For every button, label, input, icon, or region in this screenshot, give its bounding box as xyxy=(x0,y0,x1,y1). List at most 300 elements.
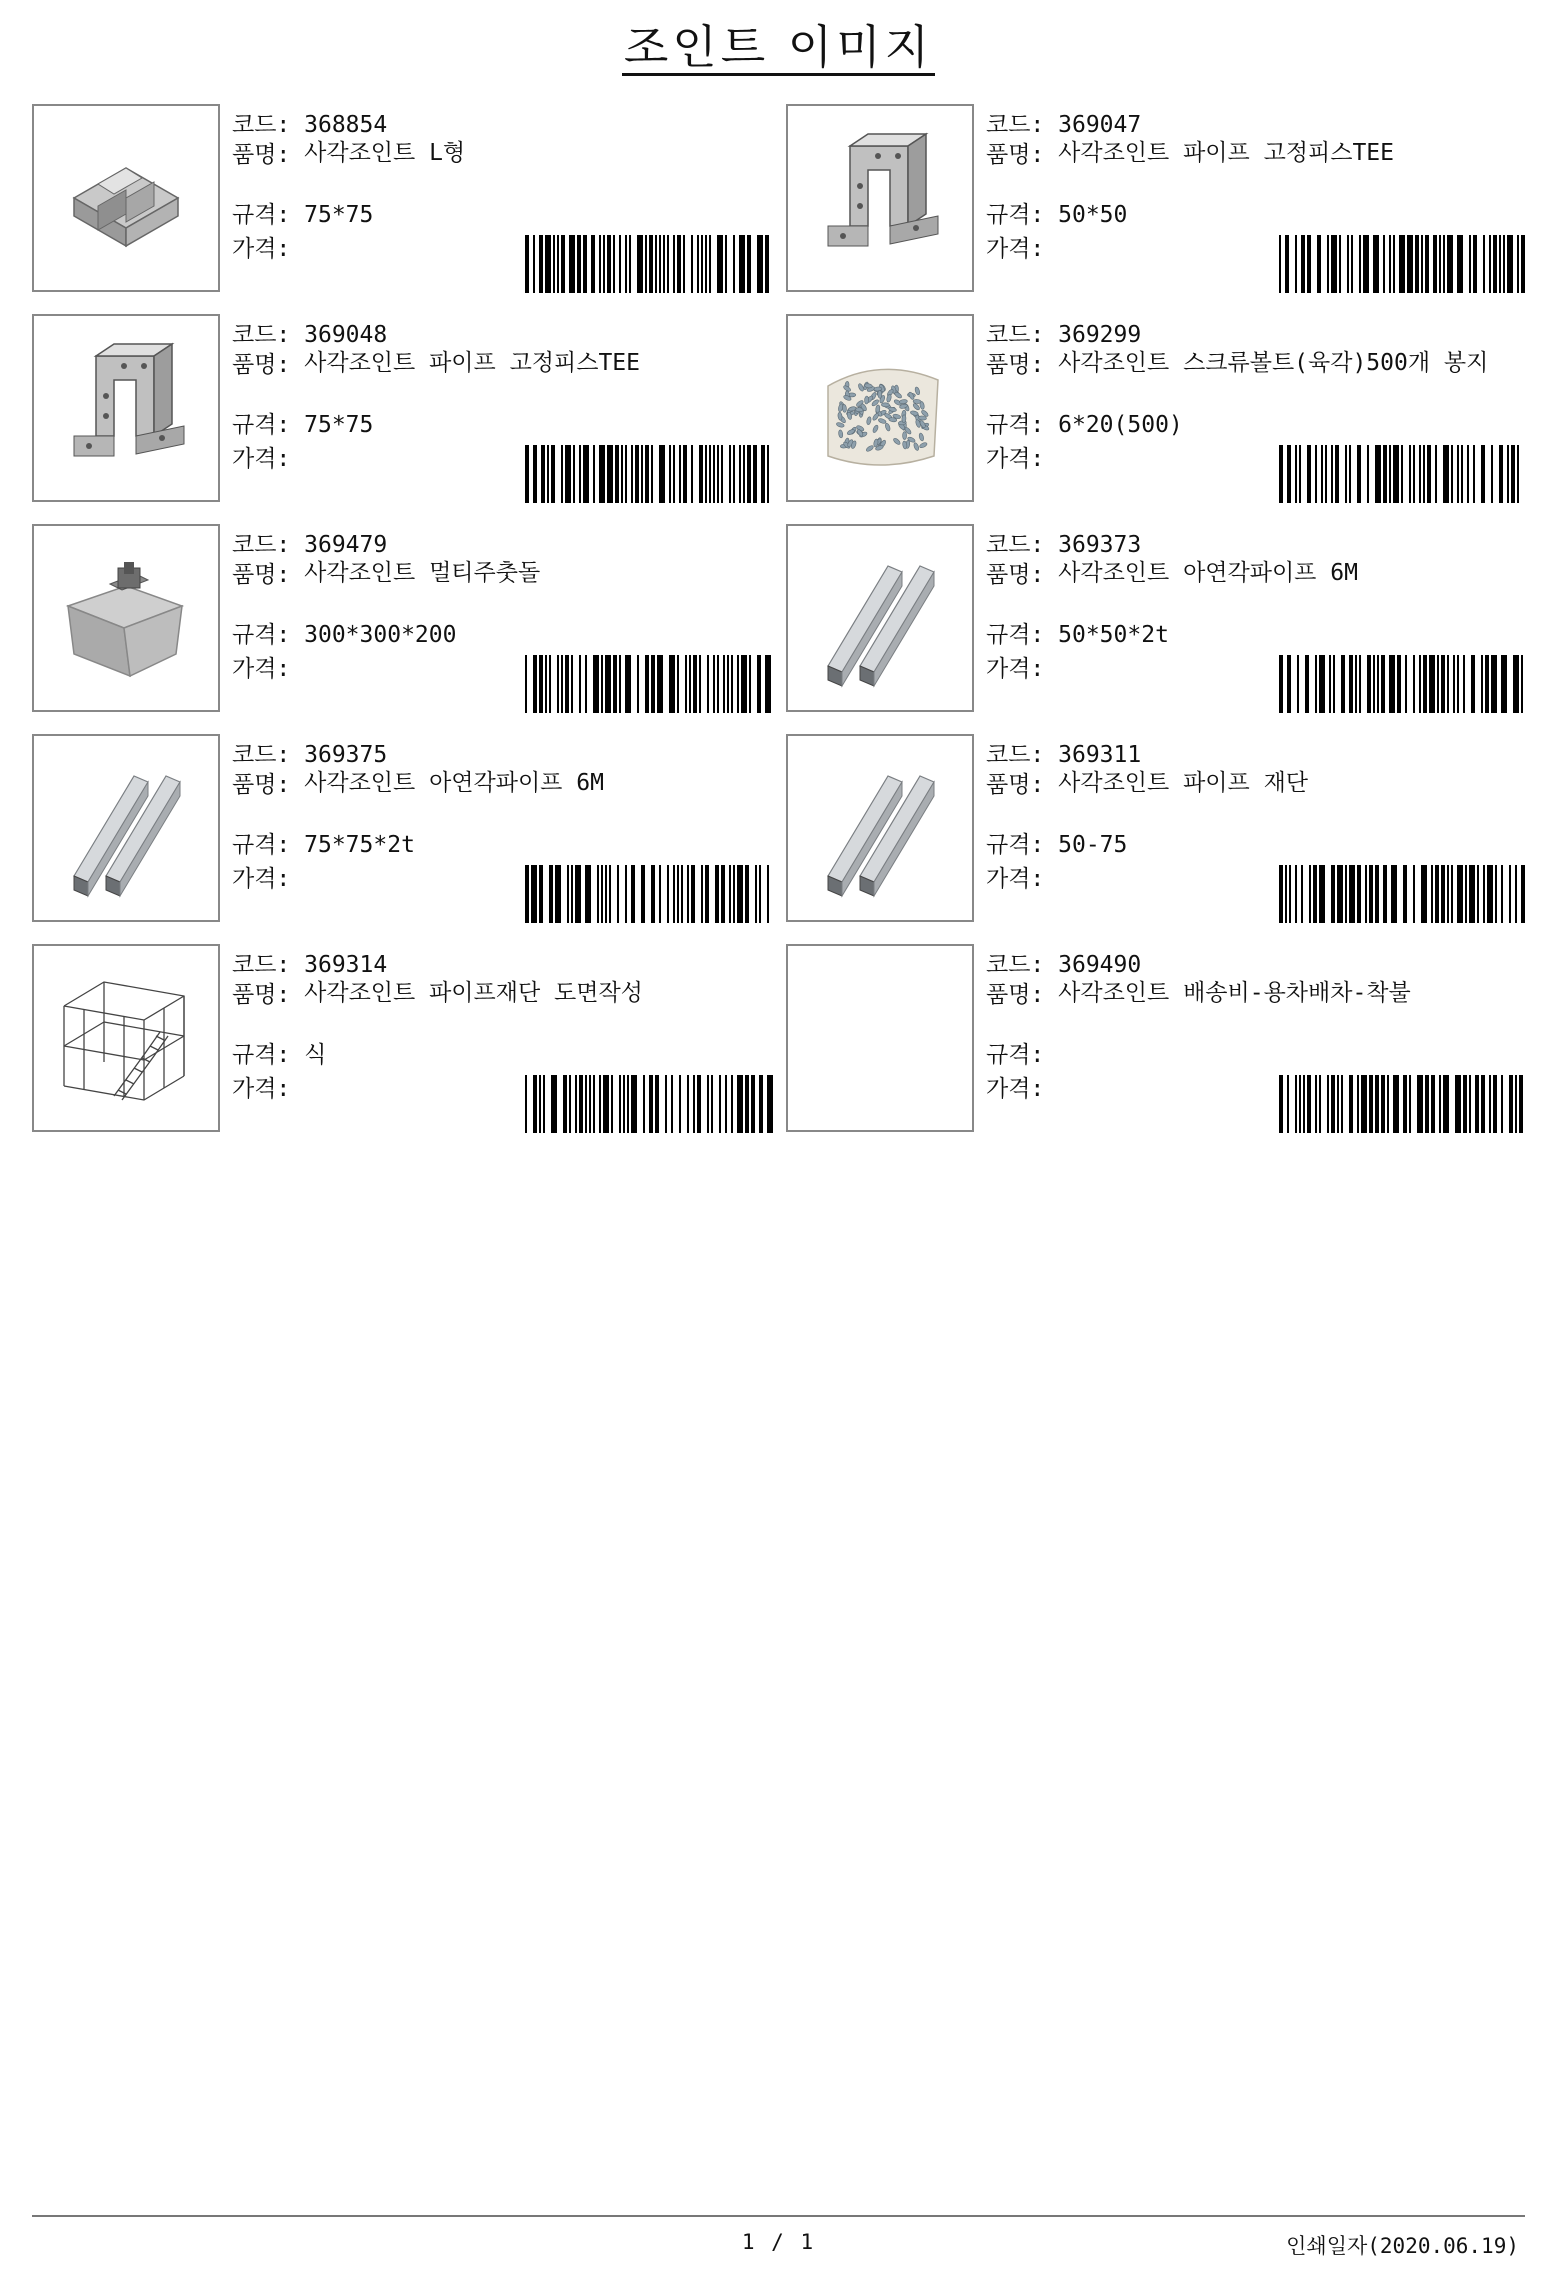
barcode-bar xyxy=(699,655,701,713)
barcode-bar xyxy=(659,235,661,293)
barcode-bar xyxy=(707,655,709,713)
barcode-bar xyxy=(737,1075,743,1133)
item-card xyxy=(32,944,772,1134)
barcode-bar xyxy=(1279,445,1283,503)
footer-divider xyxy=(32,2215,1525,2217)
barcode-bar xyxy=(1465,865,1467,923)
barcode-bar xyxy=(547,445,549,503)
page-number: 1 / 1 xyxy=(741,2230,816,2254)
barcode-bar xyxy=(687,865,689,923)
barcode-bar xyxy=(631,1075,637,1133)
code-label: 코드: xyxy=(232,532,305,558)
barcode-bar xyxy=(619,655,621,713)
price-label: 가격: xyxy=(232,236,291,262)
barcode-bar xyxy=(643,1075,645,1133)
concrete-footing-block-icon xyxy=(34,526,218,710)
barcode-bar xyxy=(745,1075,749,1133)
barcode-bar xyxy=(1301,235,1305,293)
item-name: 사각조인트 파이프 재단 xyxy=(1058,770,1309,796)
item-spec: 50-75 xyxy=(1058,832,1128,858)
barcode-bar xyxy=(1409,445,1411,503)
barcode-bar xyxy=(1519,1075,1523,1133)
item-card xyxy=(786,944,1526,1134)
barcode-bar xyxy=(1467,445,1469,503)
barcode xyxy=(1279,655,1529,713)
barcode-bar xyxy=(697,235,699,293)
barcode-bar xyxy=(1355,655,1357,713)
barcode-bar xyxy=(573,445,575,503)
spec-label: 규격: xyxy=(986,622,1059,648)
barcode-bar xyxy=(1373,655,1375,713)
barcode-bar xyxy=(701,865,703,923)
barcode-bar xyxy=(1475,1075,1479,1133)
barcode-bar xyxy=(747,445,751,503)
barcode-bar xyxy=(1413,865,1415,923)
item-spec: 75*75*2t xyxy=(304,832,415,858)
item-code: 369375 xyxy=(304,742,388,768)
barcode-bar xyxy=(1391,865,1397,923)
barcode-bar xyxy=(597,865,599,923)
item-name: 사각조인트 파이프 고정피스TEE xyxy=(1058,140,1394,166)
barcode-bar xyxy=(1477,865,1479,923)
barcode-bar xyxy=(651,865,655,923)
barcode-bar xyxy=(1359,655,1361,713)
barcode-bar xyxy=(679,445,681,503)
barcode-bar xyxy=(761,445,765,503)
barcode-bar xyxy=(1495,865,1497,923)
barcode-bar xyxy=(571,655,573,713)
barcode xyxy=(525,865,775,923)
code-label: 코드: xyxy=(986,742,1059,768)
barcode-bar xyxy=(601,655,603,713)
barcode-bar xyxy=(1515,1075,1517,1133)
barcode-bar xyxy=(767,1075,773,1133)
barcode-bar xyxy=(645,235,647,293)
barcode-bar xyxy=(1463,655,1465,713)
barcode-bar xyxy=(709,235,711,293)
barcode-bar xyxy=(1321,445,1323,503)
product-image xyxy=(32,524,220,712)
barcode-bar xyxy=(677,655,679,713)
barcode-bar xyxy=(1457,235,1463,293)
barcode-bar xyxy=(627,1075,629,1133)
barcode-bar xyxy=(1421,865,1427,923)
barcode-bar xyxy=(1521,865,1525,923)
spec-label: 규격: xyxy=(232,1042,305,1068)
barcode-bar xyxy=(545,655,547,713)
barcode-bar xyxy=(579,1075,583,1133)
barcode-bar xyxy=(691,445,693,503)
barcode-bar xyxy=(1483,865,1485,923)
barcode-bar xyxy=(561,445,563,503)
barcode-bar xyxy=(1357,445,1361,503)
barcode-bar xyxy=(583,445,589,503)
product-image xyxy=(32,104,220,292)
barcode-bar xyxy=(1401,445,1403,503)
item-code: 369314 xyxy=(304,952,388,978)
item-code: 369048 xyxy=(304,322,388,348)
barcode-bar xyxy=(1515,865,1517,923)
barcode-bar xyxy=(541,445,545,503)
barcode-bar xyxy=(745,865,749,923)
item-name: 사각조인트 스크류볼트(육각)500개 봉지 xyxy=(1058,350,1489,376)
barcode-bar xyxy=(539,655,543,713)
item-code: 369479 xyxy=(304,532,388,558)
barcode-bar xyxy=(1451,445,1453,503)
barcode-bar xyxy=(599,235,601,293)
barcode-bar xyxy=(1399,235,1405,293)
item-code: 368854 xyxy=(304,112,388,138)
barcode-bar xyxy=(625,235,627,293)
barcode-bar xyxy=(629,235,631,293)
barcode-bar xyxy=(1319,1075,1321,1133)
barcode-bar xyxy=(691,235,693,293)
barcode-bar xyxy=(1373,235,1379,293)
barcode-bar xyxy=(1501,1075,1503,1133)
barcode-bar xyxy=(665,1075,667,1133)
barcode-bar xyxy=(725,235,727,293)
barcode-bar xyxy=(1363,235,1369,293)
barcode-bar xyxy=(717,655,719,713)
barcode-bar xyxy=(561,235,565,293)
barcode-bar xyxy=(571,865,573,923)
barcode-bar xyxy=(1335,445,1339,503)
item-name: 사각조인트 배송비-용차배차-착불 xyxy=(1058,980,1411,1006)
barcode-bar xyxy=(617,865,619,923)
barcode-bar xyxy=(549,655,551,713)
barcode xyxy=(525,445,775,503)
barcode-bar xyxy=(603,1075,609,1133)
barcode-bar xyxy=(717,235,723,293)
item-grid xyxy=(32,104,1538,1148)
name-label: 품명: xyxy=(232,142,305,168)
barcode-bar xyxy=(1517,445,1519,503)
barcode-bar xyxy=(687,1075,689,1133)
barcode xyxy=(1279,1075,1529,1133)
price-label: 가격: xyxy=(232,866,291,892)
barcode-bar xyxy=(1407,235,1413,293)
product-image xyxy=(32,734,220,922)
product-image xyxy=(786,104,974,292)
barcode-bar xyxy=(1325,445,1327,503)
item-spec: 식 xyxy=(304,1042,327,1068)
barcode-bar xyxy=(533,655,537,713)
item-card xyxy=(786,734,1526,924)
barcode-bar xyxy=(645,445,649,503)
barcode-bar xyxy=(525,865,529,923)
barcode-bar xyxy=(637,235,643,293)
code-label: 코드: xyxy=(232,742,305,768)
barcode-bar xyxy=(1389,235,1391,293)
barcode-bar xyxy=(719,1075,721,1133)
barcode-bar xyxy=(1509,1075,1513,1133)
barcode-bar xyxy=(1317,235,1321,293)
barcode-bar xyxy=(607,235,611,293)
screw-bolt-bag-icon xyxy=(788,316,972,500)
barcode-bar xyxy=(555,865,561,923)
barcode-bar xyxy=(1341,655,1345,713)
barcode xyxy=(525,235,775,293)
barcode-bar xyxy=(1303,1075,1305,1133)
barcode-bar xyxy=(1279,1075,1283,1133)
barcode-bar xyxy=(1499,445,1503,503)
item-name: 사각조인트 L형 xyxy=(304,140,466,166)
item-card xyxy=(32,314,772,504)
item-name: 사각조인트 아연각파이프 6M xyxy=(304,770,604,796)
barcode-bar xyxy=(1369,865,1373,923)
barcode-bar xyxy=(757,655,761,713)
barcode-bar xyxy=(589,1075,591,1133)
barcode-bar xyxy=(551,445,555,503)
barcode-bar xyxy=(673,235,675,293)
price-label: 가격: xyxy=(986,446,1045,472)
barcode-bar xyxy=(1375,445,1381,503)
barcode-bar xyxy=(539,865,543,923)
barcode-bar xyxy=(625,865,627,923)
price-label: 가격: xyxy=(986,656,1045,682)
barcode-bar xyxy=(1337,1075,1339,1133)
name-label: 품명: xyxy=(232,772,305,798)
barcode-bar xyxy=(767,445,769,503)
barcode-bar xyxy=(525,655,527,713)
spec-label: 규격: xyxy=(986,202,1059,228)
barcode-bar xyxy=(1315,445,1317,503)
barcode-bar xyxy=(569,235,575,293)
barcode-bar xyxy=(1299,445,1301,503)
barcode-bar xyxy=(717,445,719,503)
spec-label: 규격: xyxy=(986,1042,1045,1068)
barcode-bar xyxy=(585,655,587,713)
barcode-bar xyxy=(737,655,739,713)
product-image xyxy=(32,944,220,1132)
item-code: 369373 xyxy=(1058,532,1142,558)
code-label: 코드: xyxy=(232,112,305,138)
barcode-bar xyxy=(1367,655,1371,713)
barcode-bar xyxy=(1451,865,1453,923)
barcode-bar xyxy=(1521,235,1525,293)
barcode-bar xyxy=(767,865,769,923)
barcode-bar xyxy=(1507,235,1513,293)
barcode-bar xyxy=(1489,1075,1491,1133)
item-spec: 75*75 xyxy=(304,202,374,228)
barcode-bar xyxy=(641,445,643,503)
product-image xyxy=(786,734,974,922)
barcode-bar xyxy=(649,235,653,293)
spec-label: 규격: xyxy=(232,412,305,438)
barcode-bar xyxy=(1473,445,1475,503)
barcode-bar xyxy=(1429,655,1435,713)
item-card xyxy=(32,104,772,294)
barcode-bar xyxy=(631,445,633,503)
barcode-bar xyxy=(693,1075,695,1133)
barcode-bar xyxy=(765,235,769,293)
barcode-bar xyxy=(1403,865,1407,923)
barcode-bar xyxy=(765,655,771,713)
barcode-bar xyxy=(1481,445,1485,503)
barcode-bar xyxy=(1307,445,1311,503)
square-joint-l-bracket-icon xyxy=(34,106,218,290)
barcode-bar xyxy=(1425,1075,1429,1133)
barcode-bar xyxy=(1443,235,1445,293)
barcode-bar xyxy=(1433,235,1437,293)
barcode-bar xyxy=(1365,865,1367,923)
barcode-bar xyxy=(1349,865,1355,923)
barcode-bar xyxy=(737,865,743,923)
barcode-bar xyxy=(615,445,619,503)
barcode-bar xyxy=(1443,445,1449,503)
barcode-bar xyxy=(1441,655,1445,713)
code-label: 코드: xyxy=(232,322,305,348)
barcode-bar xyxy=(601,865,603,923)
barcode-bar xyxy=(747,235,751,293)
barcode-bar xyxy=(1419,655,1421,713)
barcode-bar xyxy=(689,655,691,713)
barcode-bar xyxy=(711,1075,713,1133)
price-label: 가격: xyxy=(232,1076,291,1102)
barcode-bar xyxy=(1287,445,1291,503)
barcode-bar xyxy=(1455,1075,1461,1133)
barcode-bar xyxy=(693,655,697,713)
name-label: 품명: xyxy=(986,562,1059,588)
name-label: 품명: xyxy=(986,142,1059,168)
barcode-bar xyxy=(697,1075,701,1133)
barcode-bar xyxy=(1473,235,1477,293)
barcode-bar xyxy=(1309,865,1311,923)
barcode-bar xyxy=(729,865,731,923)
barcode-bar xyxy=(691,865,695,923)
barcode-bar xyxy=(645,655,649,713)
barcode-bar xyxy=(1435,865,1439,923)
barcode-bar xyxy=(1359,235,1361,293)
barcode-bar xyxy=(625,655,631,713)
barcode-bar xyxy=(1413,445,1415,503)
barcode-bar xyxy=(1521,655,1523,713)
barcode-bar xyxy=(1315,1075,1317,1133)
barcode-bar xyxy=(1507,445,1509,503)
item-card xyxy=(32,524,772,714)
tee-fixing-bracket-icon xyxy=(34,316,218,500)
barcode-bar xyxy=(1493,1075,1497,1133)
barcode-bar xyxy=(1381,1075,1385,1133)
barcode-bar xyxy=(1447,235,1453,293)
barcode-bar xyxy=(1383,865,1387,923)
barcode-bar xyxy=(733,235,735,293)
barcode-bar xyxy=(1351,235,1353,293)
barcode-bar xyxy=(1485,655,1489,713)
barcode-bar xyxy=(739,235,745,293)
barcode-bar xyxy=(1345,445,1347,503)
barcode-bar xyxy=(751,1075,755,1133)
barcode-bar xyxy=(657,655,663,713)
barcode-bar xyxy=(705,445,707,503)
barcode-bar xyxy=(1295,1075,1297,1133)
barcode-bar xyxy=(557,235,559,293)
barcode-bar xyxy=(577,235,581,293)
empty-image xyxy=(788,946,972,1130)
barcode-bar xyxy=(1357,1075,1359,1133)
barcode-bar xyxy=(707,1075,709,1133)
tee-fixing-bracket-icon xyxy=(788,106,972,290)
barcode-bar xyxy=(1393,445,1399,503)
barcode-bar xyxy=(1389,445,1391,503)
item-name: 사각조인트 아연각파이프 6M xyxy=(1058,560,1358,586)
name-label: 품명: xyxy=(986,772,1059,798)
barcode-bar xyxy=(1301,865,1303,923)
barcode-bar xyxy=(585,1075,587,1133)
barcode-bar xyxy=(1349,445,1351,503)
name-label: 품명: xyxy=(232,352,305,378)
barcode-bar xyxy=(649,1075,653,1133)
barcode-bar xyxy=(659,865,661,923)
barcode-bar xyxy=(525,1075,527,1133)
barcode-bar xyxy=(1431,865,1433,923)
barcode-bar xyxy=(1375,1075,1379,1133)
barcode-bar xyxy=(1383,235,1385,293)
barcode-bar xyxy=(1305,655,1309,713)
barcode-bar xyxy=(631,865,635,923)
barcode-bar xyxy=(659,445,665,503)
barcode-bar xyxy=(533,1075,537,1133)
product-image xyxy=(786,314,974,502)
barcode-bar xyxy=(1347,235,1349,293)
barcode-bar xyxy=(669,655,675,713)
barcode-bar xyxy=(1389,655,1395,713)
item-code: 369311 xyxy=(1058,742,1142,768)
barcode-bar xyxy=(1491,445,1493,503)
barcode-bar xyxy=(669,445,671,503)
spec-label: 규격: xyxy=(986,832,1059,858)
page-title: 조인트 이미지 xyxy=(0,20,1557,76)
barcode-bar xyxy=(715,865,719,923)
barcode-bar xyxy=(1387,1075,1389,1133)
item-spec: 50*50*2t xyxy=(1058,622,1169,648)
barcode-bar xyxy=(757,235,763,293)
spec-label: 규격: xyxy=(232,622,305,648)
barcode-bar xyxy=(621,445,623,503)
barcode-bar xyxy=(1499,235,1501,293)
barcode xyxy=(525,655,775,713)
code-label: 코드: xyxy=(986,322,1059,348)
barcode-bar xyxy=(1481,1075,1485,1133)
barcode-bar xyxy=(1431,1075,1435,1133)
barcode-bar xyxy=(1295,445,1297,503)
barcode-bar xyxy=(569,1075,571,1133)
barcode-bar xyxy=(635,445,639,503)
barcode-bar xyxy=(533,235,535,293)
barcode-bar xyxy=(1289,865,1291,923)
barcode-bar xyxy=(637,655,639,713)
barcode-bar xyxy=(1331,445,1333,503)
barcode-bar xyxy=(1517,235,1519,293)
barcode xyxy=(1279,865,1529,923)
barcode-bar xyxy=(1443,1075,1449,1133)
barcode-bar xyxy=(575,1075,577,1133)
barcode-bar xyxy=(585,865,591,923)
barcode-bar xyxy=(1403,1075,1407,1133)
barcode-bar xyxy=(729,445,731,503)
barcode-bar xyxy=(1279,865,1283,923)
spec-label: 규격: xyxy=(232,202,305,228)
code-label: 코드: xyxy=(232,952,305,978)
barcode-bar xyxy=(1349,1075,1353,1133)
barcode-bar xyxy=(701,235,703,293)
barcode-bar xyxy=(683,235,685,293)
barcode-bar xyxy=(741,655,747,713)
barcode-bar xyxy=(1337,865,1343,923)
barcode-bar xyxy=(1469,235,1471,293)
barcode-bar xyxy=(531,865,537,923)
barcode-bar xyxy=(1457,655,1459,713)
